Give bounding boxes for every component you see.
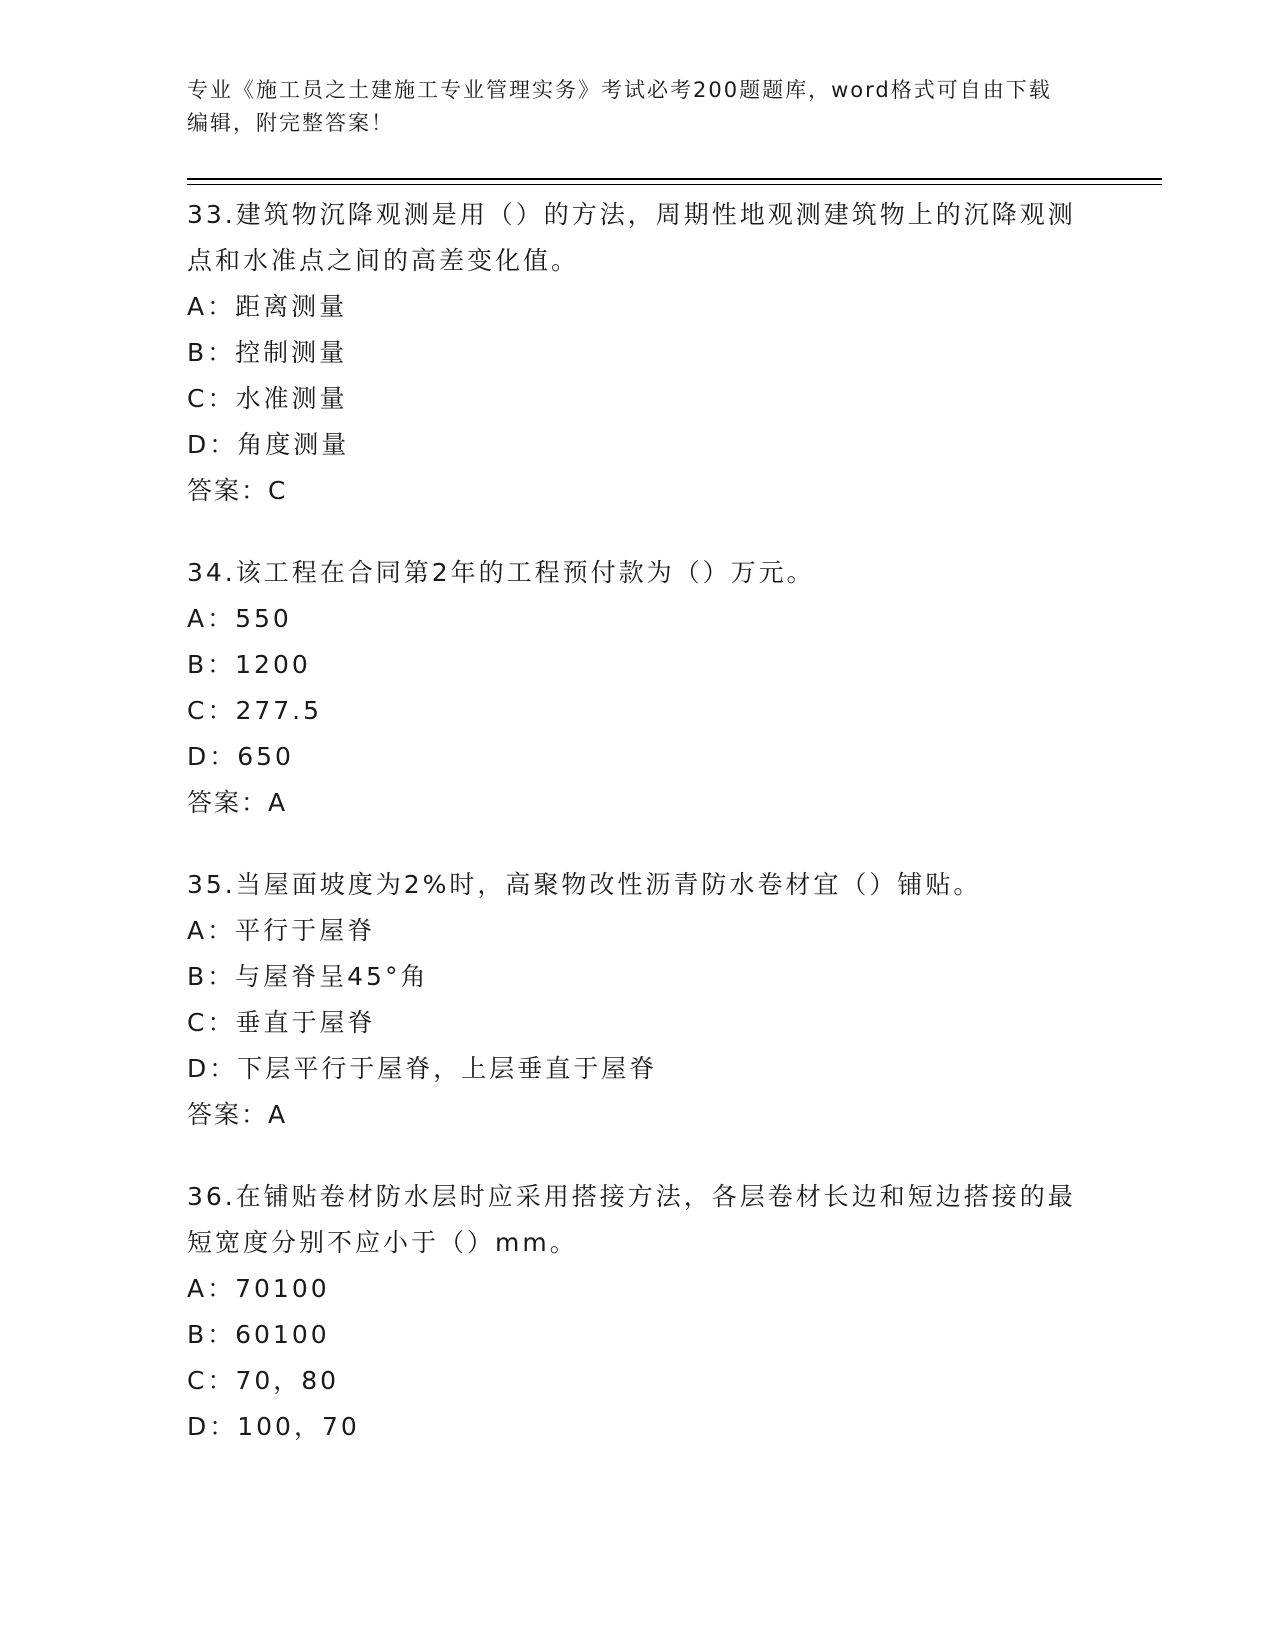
header-divider-thin	[187, 184, 1162, 185]
document-header-note: 专业《施工员之土建施工专业管理实务》考试必考200题题库，word格式可自由下载编辑，附完整答案！	[187, 78, 1052, 135]
option-a: A：距离测量	[187, 292, 348, 321]
option-c: C：277.5	[187, 696, 323, 725]
option-d: D：角度测量	[187, 430, 350, 459]
option-b: B：60100	[187, 1320, 330, 1349]
option-c: C：水准测量	[187, 384, 348, 413]
question-list	[187, 192, 1087, 1486]
option-a: A：70100	[187, 1274, 330, 1303]
question-34	[187, 550, 1087, 826]
question-stem: 34.该工程在合同第2年的工程预付款为（）万元。	[187, 558, 815, 587]
header-divider-thick	[187, 178, 1162, 180]
option-d: D：下层平行于屋脊，上层垂直于屋脊	[187, 1054, 658, 1083]
option-b: B：与屋脊呈45°角	[187, 962, 429, 991]
answer: 答案：C	[187, 476, 288, 505]
question-35	[187, 862, 1087, 1138]
question-stem: 33.建筑物沉降观测是用（）的方法，周期性地观测建筑物上的沉降观测点和水准点之间的高差变化值。	[187, 200, 1076, 275]
option-d: D：100，70	[187, 1412, 360, 1441]
option-c: C：70，80	[187, 1366, 340, 1395]
question-36	[187, 1174, 1087, 1450]
option-d: D：650	[187, 742, 294, 771]
option-a: A：平行于屋脊	[187, 916, 376, 945]
answer: 答案：A	[187, 1100, 288, 1129]
option-b: B：1200	[187, 650, 311, 679]
question-stem: 35.当屋面坡度为2%时，高聚物改性沥青防水卷材宜（）铺贴。	[187, 870, 982, 899]
option-c: C：垂直于屋脊	[187, 1008, 376, 1037]
answer: 答案：A	[187, 788, 288, 817]
option-b: B：控制测量	[187, 338, 348, 367]
option-a: A：550	[187, 604, 292, 633]
question-stem: 36.在铺贴卷材防水层时应采用搭接方法，各层卷材长边和短边搭接的最短宽度分别不应小于（）mm。	[187, 1182, 1076, 1257]
question-33	[187, 192, 1087, 514]
